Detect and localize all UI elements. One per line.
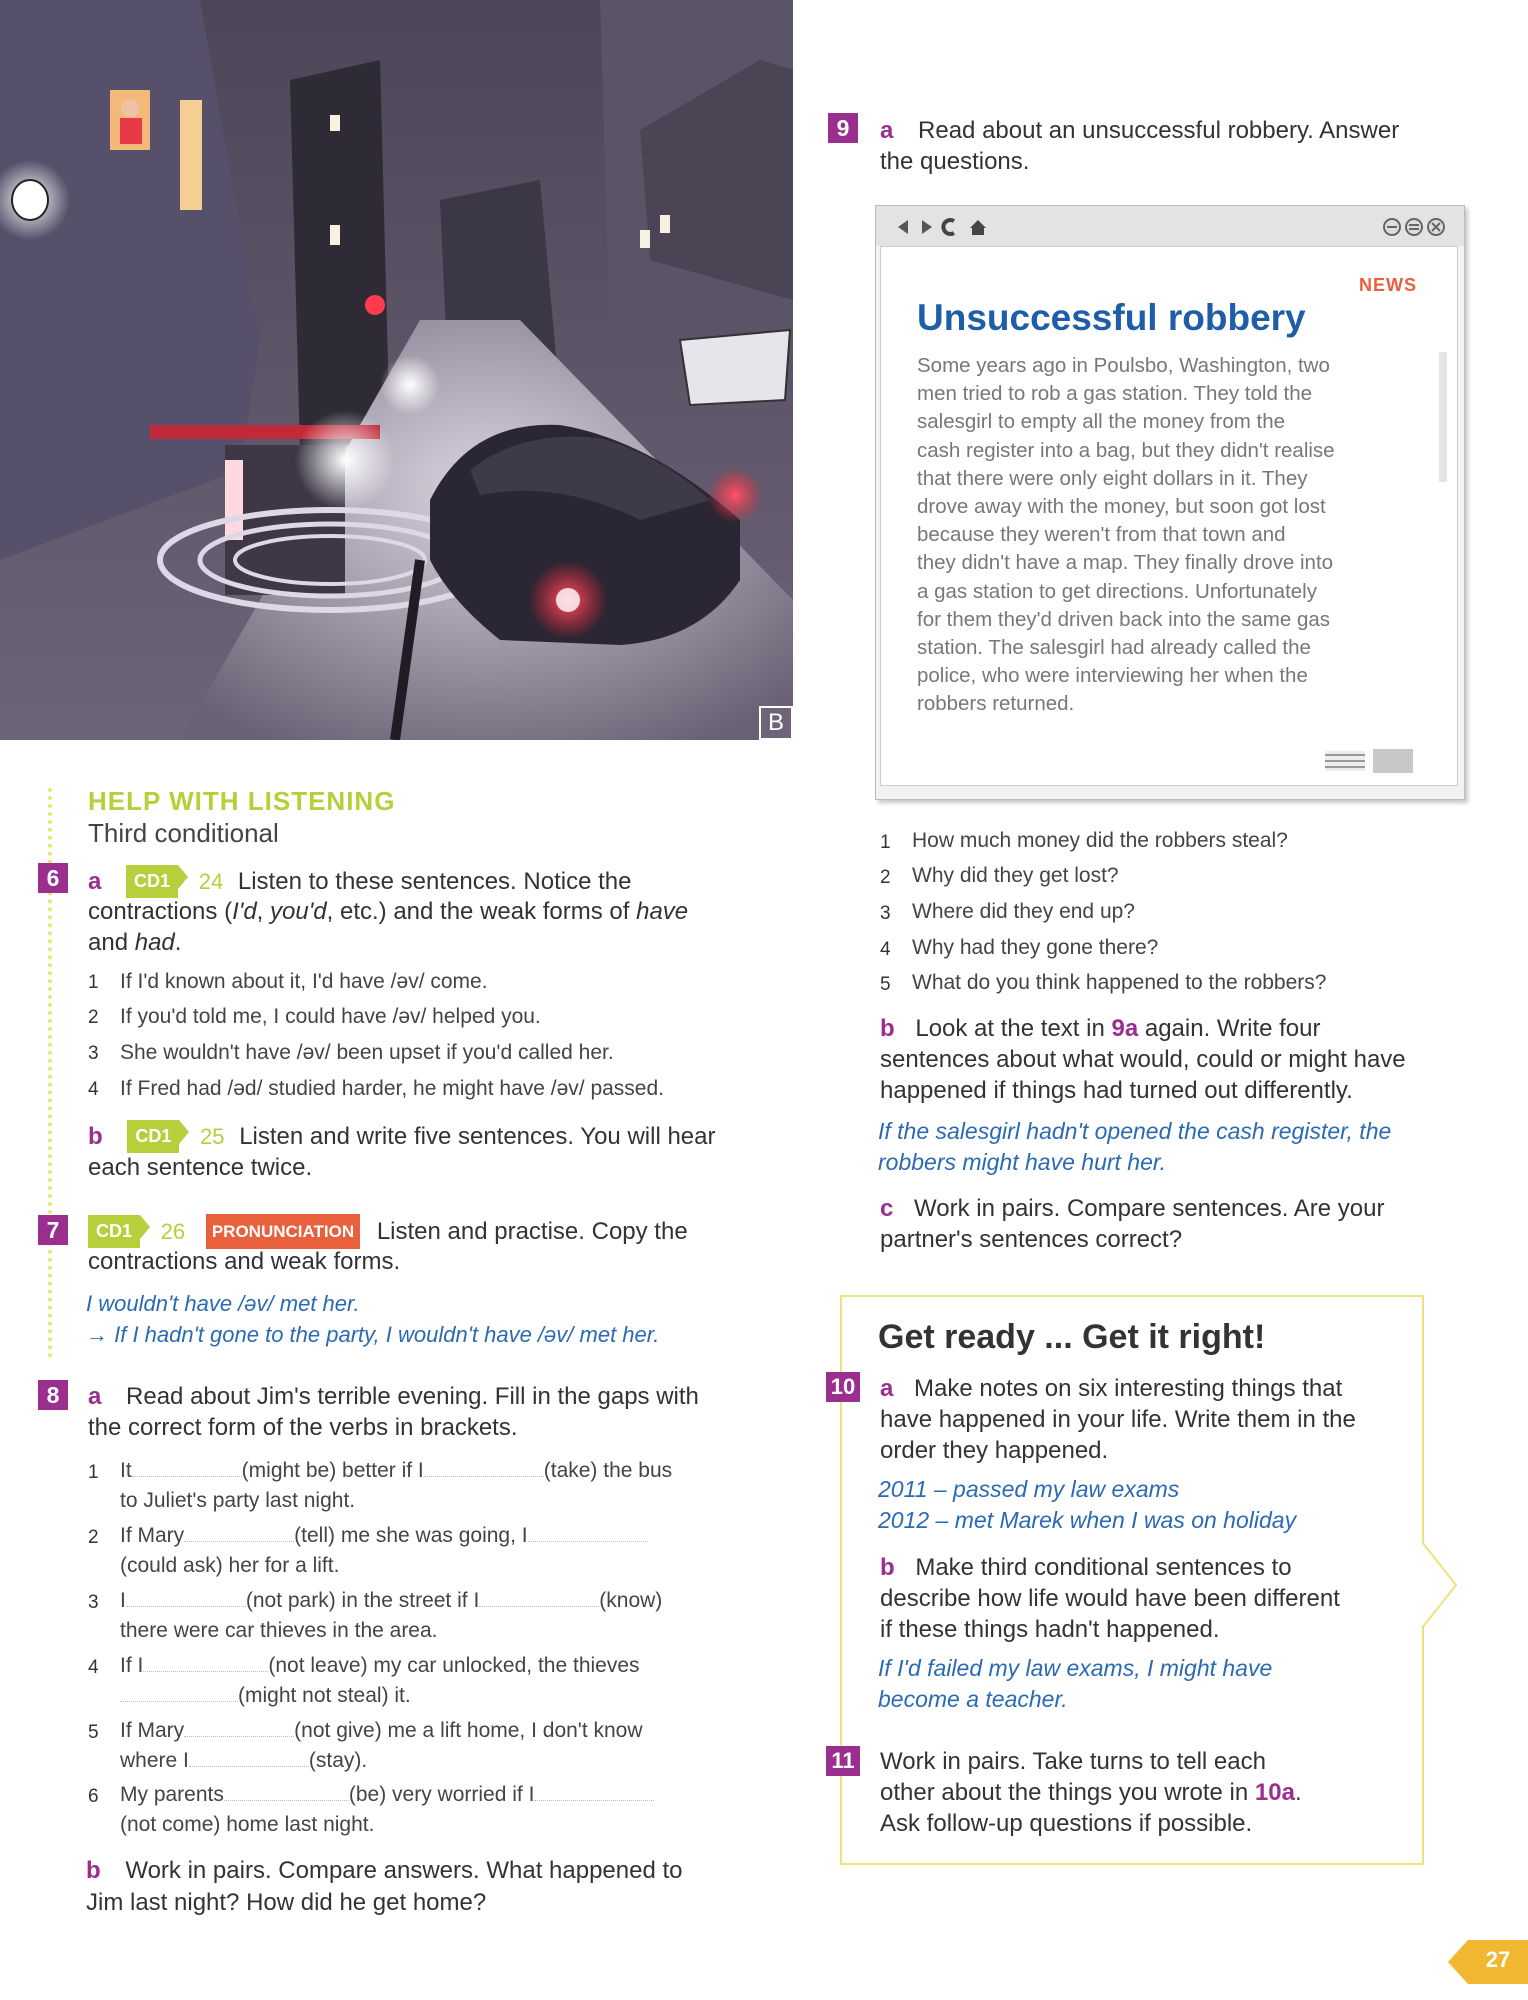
ex9a-instruction: Read about an unsuccessful robbery. Answer	[918, 117, 1400, 144]
text: (not park) in the street if I	[245, 1589, 480, 1612]
forward-icon[interactable]	[922, 220, 932, 234]
back-icon[interactable]	[898, 220, 908, 234]
ex8-item-line2: (not come) home last night.	[120, 1813, 375, 1836]
text: (might be) better if I	[241, 1459, 424, 1482]
ex9-question-num: 1	[880, 832, 891, 853]
text: again. Write four	[1138, 1015, 1321, 1042]
ex8a-letter: a	[88, 1383, 102, 1410]
ex9-question: How much money did the robbers steal?	[912, 829, 1288, 852]
browser-toolbar	[876, 206, 1464, 246]
text: (know)	[599, 1589, 663, 1612]
home-icon[interactable]	[970, 220, 986, 235]
ex10a-example2: 2012 – met Marek when I was on holiday	[878, 1507, 1297, 1533]
article-line: Some years ago in Poulsbo, Washington, two	[917, 354, 1330, 377]
ex10a-example1: 2011 – passed my law exams	[878, 1476, 1180, 1502]
gap-input[interactable]	[189, 1747, 309, 1767]
exercise-7-number: 7	[38, 1215, 68, 1245]
text: I'd	[232, 898, 257, 925]
gap-input[interactable]	[479, 1587, 599, 1607]
ex9a-letter: a	[880, 117, 894, 144]
ex6-sentence-num: 1	[88, 972, 99, 993]
ex8a-line1	[88, 1381, 699, 1412]
article-line: drove away with the money, but soon got lost	[917, 495, 1326, 519]
text: I	[120, 1589, 126, 1612]
text: Work in pairs. Compare sentences. Are your	[914, 1195, 1385, 1222]
cd-badge: CD1	[127, 1120, 179, 1153]
article-line: men tried to rob a gas station. They told the	[917, 382, 1313, 406]
lit-window	[180, 100, 202, 210]
ex6a-line3	[88, 927, 181, 958]
text: ,	[256, 898, 271, 925]
track-number: 24	[198, 869, 224, 894]
ex8-item-num: 3	[88, 1592, 99, 1613]
ex10b-line2: describe how life would have been different	[880, 1585, 1340, 1612]
ex9-question: Where did they end up?	[912, 900, 1135, 923]
ex6-sentence-num: 4	[88, 1079, 99, 1100]
ex6a-line1	[88, 865, 631, 898]
get-ready-title: Get ready ... Get it right!	[878, 1318, 1266, 1356]
text: .	[174, 929, 182, 956]
gap-input[interactable]	[120, 1682, 238, 1702]
text: If I	[120, 1654, 144, 1677]
ex6a-instruction: Listen to these sentences. Notice the	[237, 868, 632, 895]
cd-badge: CD1	[88, 1215, 140, 1248]
scrollbar[interactable]	[1439, 352, 1447, 482]
text: contractions (	[88, 898, 233, 925]
help-heading: HELP WITH LISTENING	[88, 786, 396, 816]
text: where I	[120, 1749, 189, 1772]
ex11-line1: Work in pairs. Take turns to tell each	[880, 1748, 1266, 1775]
text: (not leave) my car unlocked, the thieves	[268, 1654, 640, 1677]
text: and	[88, 929, 135, 956]
ex9-question: Why did they get lost?	[912, 864, 1119, 887]
ex8-item-line2: to Juliet's party last night.	[120, 1489, 356, 1512]
ex8-item-line2: (could ask) her for a lift.	[120, 1554, 340, 1577]
ex9-question-num: 2	[880, 867, 891, 888]
text: Make third conditional sentences to	[915, 1554, 1292, 1581]
night-street-illustration	[0, 0, 793, 740]
ex8-item-line1	[120, 1521, 648, 1550]
ex10a-line2: have happened in your life. Write them in the	[880, 1406, 1356, 1433]
exercise-9-number: 9	[828, 113, 858, 143]
text: (tell) me she was going, I	[294, 1524, 528, 1547]
ex8-item-line2: there were car thieves in the area.	[120, 1619, 438, 1642]
gap-input[interactable]	[224, 1781, 349, 1801]
track-number: 26	[160, 1219, 186, 1244]
text: (stay).	[308, 1749, 368, 1772]
ex9a-line2: the questions.	[880, 148, 1030, 175]
ex10b-letter: b	[880, 1554, 895, 1581]
ex9b-line1	[880, 1013, 1320, 1044]
text: , etc.) and the weak forms of	[326, 898, 637, 925]
ex9a-line1	[880, 115, 1399, 146]
cd-badge: CD1	[126, 865, 178, 898]
ex8-item-line1	[120, 1716, 643, 1745]
news-tag: NEWS	[1359, 275, 1417, 295]
gap-input[interactable]	[534, 1781, 654, 1801]
box-pointer	[1420, 1540, 1460, 1630]
ex11-line3: Ask follow-up questions if possible.	[880, 1810, 1253, 1837]
ex6b-instruction: Listen and write five sentences. You will hear	[239, 1123, 716, 1150]
gap-input[interactable]	[184, 1717, 294, 1737]
gap-input[interactable]	[184, 1522, 294, 1542]
text: have	[636, 898, 689, 925]
text: It	[120, 1459, 132, 1482]
ex10a-line3: order they happened.	[880, 1437, 1109, 1464]
ex6b-line1	[88, 1120, 715, 1153]
help-subheading: Third conditional	[88, 818, 279, 848]
exercise-6-number: 6	[38, 863, 68, 893]
ex8-item-line1	[120, 1651, 640, 1680]
ex9-question-num: 5	[880, 974, 891, 995]
browser-footer-icons	[1317, 745, 1417, 775]
ex8-item-num: 1	[88, 1462, 99, 1483]
exercise-10-number: 10	[826, 1372, 860, 1402]
ex8b-letter: b	[86, 1857, 101, 1884]
text: If Mary	[120, 1524, 185, 1547]
article-line: cash register into a bag, but they didn't realise	[917, 438, 1335, 462]
ex10b-example2: become a teacher.	[878, 1686, 1068, 1712]
text: had	[134, 929, 175, 956]
text: If Mary	[120, 1719, 185, 1742]
ex7-line2: contractions and weak forms.	[88, 1248, 401, 1275]
ex8-item-line2	[120, 1681, 411, 1710]
ex8b-instruction: Work in pairs. Compare answers. What happened to	[125, 1857, 683, 1884]
browser-window	[875, 205, 1465, 800]
ex6-sentence: She wouldn't have /əv/ been upset if you'd called her.	[120, 1041, 614, 1064]
ex8b-line1	[86, 1855, 683, 1886]
refresh-icon[interactable]	[943, 220, 954, 234]
text: (take) the bus	[543, 1459, 673, 1482]
text: other about the things you wrote in	[880, 1779, 1255, 1806]
browser-content	[880, 246, 1458, 786]
ex9-question: Why had they gone there?	[912, 936, 1159, 959]
article-line: because they weren't from that town and	[917, 523, 1286, 547]
ex6b-line2: each sentence twice.	[88, 1154, 313, 1181]
grid-icon[interactable]	[1373, 749, 1413, 773]
browser-window-controls	[1382, 216, 1452, 238]
illustration-label: B	[759, 706, 793, 740]
ex8-item-num: 4	[88, 1657, 99, 1678]
ex9c-line1	[880, 1193, 1384, 1224]
ex6-sentence: If I'd known about it, I'd have /əv/ come.	[120, 970, 488, 993]
ex10b-example1: If I'd failed my law exams, I might have	[878, 1655, 1273, 1681]
ex8-item-line2	[120, 1746, 367, 1775]
ex9-question: What do you think happened to the robbers?	[912, 971, 1327, 994]
text: Look at the text in	[915, 1015, 1112, 1042]
ex10b-line1	[880, 1552, 1292, 1583]
text: 9a	[1111, 1015, 1139, 1042]
gap-input[interactable]	[143, 1652, 268, 1672]
ex8-item-line1	[120, 1586, 662, 1615]
text: Make notes on six interesting things that	[914, 1375, 1343, 1402]
article-line: that there were only eight dollars in it. They	[917, 466, 1308, 490]
article-line: police, who were interviewing her when the	[917, 664, 1308, 688]
text: 10a	[1254, 1779, 1295, 1806]
gap-input[interactable]	[132, 1457, 242, 1477]
ex9b-line2: sentences about what would, could or might have	[880, 1046, 1406, 1073]
ex8-item-line1	[120, 1780, 654, 1809]
ex8-item-num: 5	[88, 1722, 99, 1743]
ex6-sentence: If Fred had /əd/ studied harder, he might have /əv/ passed.	[120, 1077, 665, 1100]
ex9b-example2: robbers might have hurt her.	[878, 1149, 1167, 1175]
text: (be) very worried if I	[348, 1783, 535, 1806]
ex9c-line2: partner's sentences correct?	[880, 1226, 1183, 1253]
ex7-example1: I wouldn't have /əv/ met her.	[86, 1291, 360, 1316]
track-number: 25	[200, 1124, 225, 1149]
ex7-instruction: Listen and practise. Copy the	[376, 1218, 688, 1245]
article-line: they didn't have a map. They finally drove into	[917, 551, 1334, 575]
pronunciation-badge: PRONUNCIATION	[206, 1214, 360, 1249]
exercise-11-number: 11	[826, 1746, 860, 1776]
ex9c-letter: c	[880, 1195, 894, 1222]
ex9-question-num: 4	[880, 939, 891, 960]
list-icon[interactable]	[1325, 751, 1365, 771]
ex6a-letter: a	[88, 868, 102, 895]
article-body	[917, 352, 1417, 719]
text: you'd	[270, 898, 327, 925]
gap-input[interactable]	[424, 1457, 544, 1477]
text: My parents	[120, 1783, 224, 1806]
gap-input[interactable]	[126, 1587, 246, 1607]
exercise-8-number: 8	[38, 1380, 68, 1410]
ex6b-letter: b	[88, 1123, 103, 1150]
article-line: for them they'd driven back into the same gas	[917, 607, 1330, 631]
text: .	[1294, 1779, 1302, 1806]
maximize-icon[interactable]	[1406, 219, 1422, 235]
text: (not give) me a lift home, I don't know	[294, 1719, 643, 1742]
article-line: robbers returned.	[917, 692, 1075, 716]
ex6-sentence: If you'd told me, I could have /əv/ helped you.	[120, 1005, 541, 1028]
article-line: a gas station to get directions. Unfortunately	[917, 579, 1317, 603]
ex9-question-num: 3	[880, 903, 891, 924]
gap-input[interactable]	[528, 1522, 648, 1542]
article-line: station. The salesgirl had already called the	[917, 636, 1311, 660]
illustration-svg	[0, 0, 793, 740]
ex8-item-line1	[120, 1456, 672, 1485]
article-line: salesgirl to empty all the money from the	[917, 410, 1286, 434]
ex10a-line1	[880, 1373, 1342, 1404]
ex9b-example1: If the salesgirl hadn't opened the cash register, the	[878, 1118, 1392, 1144]
article-title: Unsuccessful robbery	[917, 297, 1306, 338]
ex8-item-num: 2	[88, 1527, 99, 1548]
ex7-example2: → If I hadn't gone to the party, I wouldn't have /əv/ met her.	[86, 1322, 660, 1347]
ex9b-letter: b	[880, 1015, 895, 1042]
ex8b-line2: Jim last night? How did he get home?	[86, 1889, 487, 1916]
ex10a-letter: a	[880, 1375, 894, 1402]
text: (might not steal) it.	[238, 1684, 411, 1707]
ex7-line1	[88, 1214, 688, 1249]
ex8-item-num: 6	[88, 1786, 99, 1807]
ex6-sentence-num: 2	[88, 1007, 99, 1028]
ex6a-line2	[88, 896, 688, 927]
ex10b-line3: if these things hadn't happened.	[880, 1616, 1220, 1643]
ex8a-line2: the correct form of the verbs in brackets.	[88, 1414, 518, 1441]
ex9b-line3: happened if things had turned out differently.	[880, 1077, 1353, 1104]
browser-nav-icons	[888, 216, 998, 238]
ex11-line2	[880, 1777, 1302, 1808]
page-number: 27	[1485, 1947, 1511, 1972]
ex6-sentence-num: 3	[88, 1043, 99, 1064]
ex8a-instruction: Read about Jim's terrible evening. Fill in the gaps with	[126, 1383, 699, 1410]
